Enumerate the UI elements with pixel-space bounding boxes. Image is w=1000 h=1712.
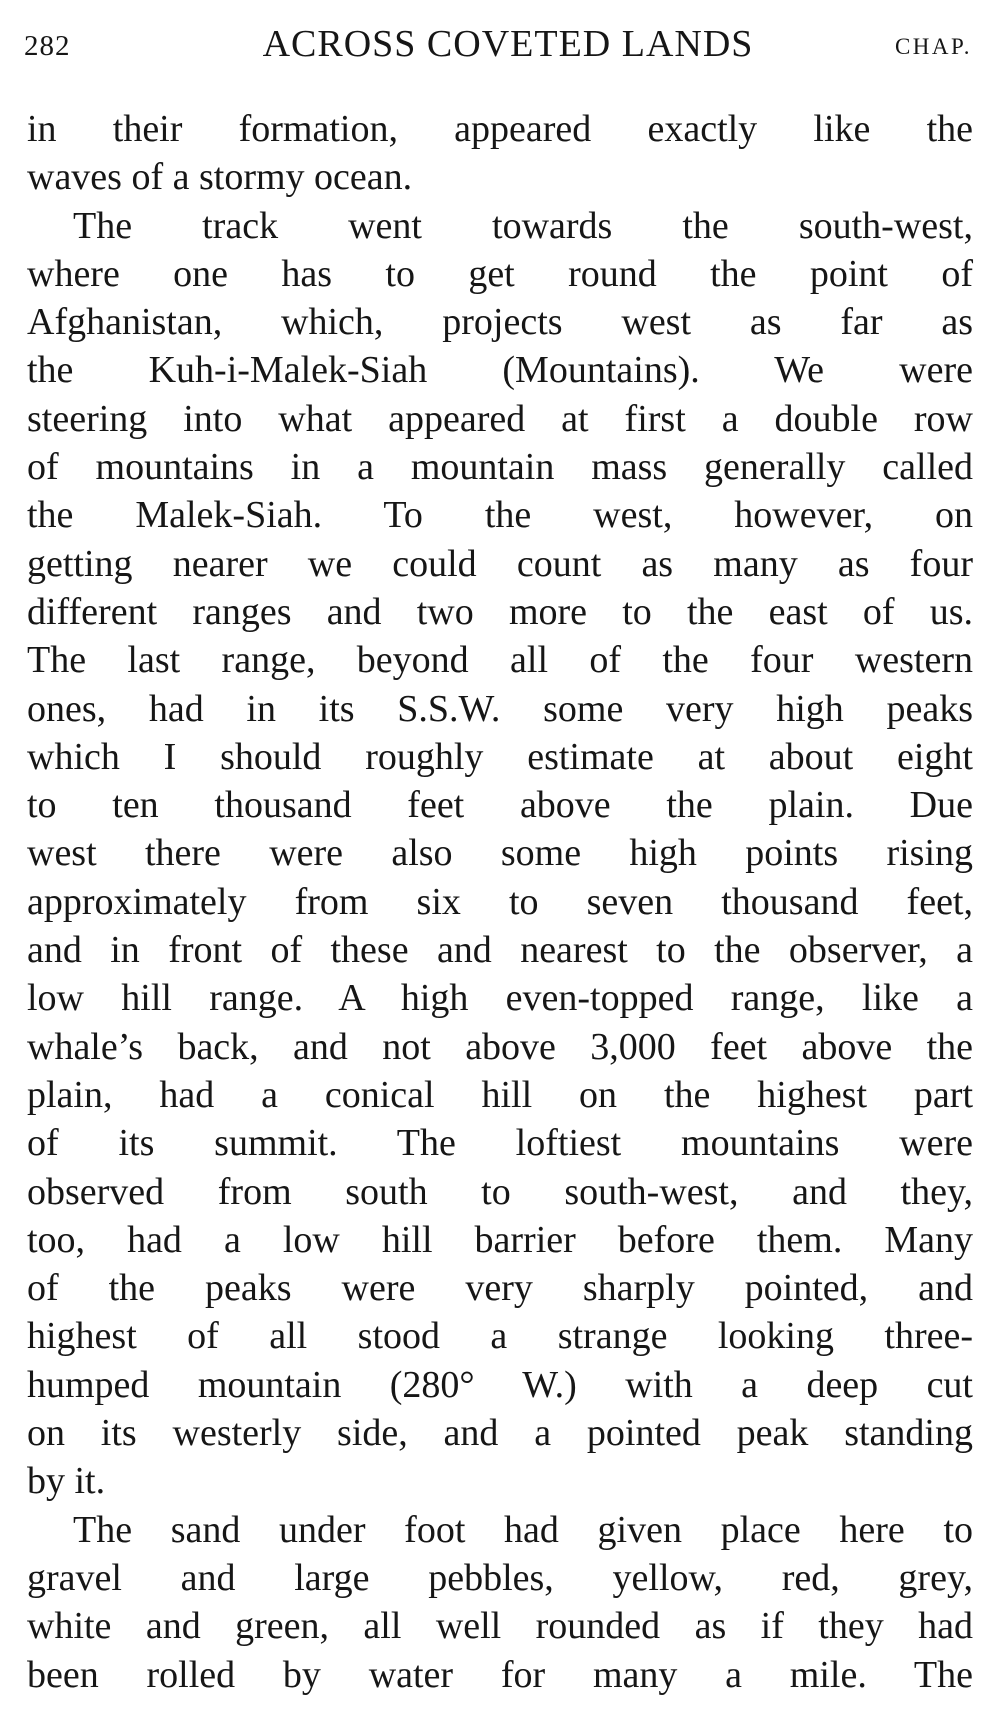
text-line: different ranges and two more to the east of us.	[27, 590, 973, 633]
running-title: ACROSS COVETED LANDS	[262, 23, 754, 65]
page-number: 282	[24, 30, 71, 62]
text-line: and in front of these and nearest to the observer, a	[27, 929, 973, 972]
text-line: of its summit. The loftiest mountains were	[27, 1122, 973, 1165]
text-line: the Malek-Siah. To the west, however, on	[27, 494, 973, 537]
text-line: getting nearer we could count as many as four	[27, 542, 973, 585]
text-line: west there were also some high points rising	[27, 832, 973, 875]
text-line: of the peaks were very sharply pointed, and	[27, 1267, 973, 1310]
text-line: waves of a stormy ocean.	[27, 156, 413, 199]
text-line: been rolled by water for many a mile. The	[27, 1653, 973, 1696]
text-line: observed from south to south-west, and they,	[27, 1170, 973, 1213]
text-line: humped mountain (280° W.) with a deep cut	[27, 1363, 973, 1406]
text-line: steering into what appeared at first a double row	[27, 397, 973, 440]
text-line: The last range, beyond all of the four western	[27, 639, 973, 682]
text-line: of mountains in a mountain mass generally called	[27, 446, 973, 489]
text-line: on its westerly side, and a pointed peak standing	[27, 1412, 973, 1455]
text-line: which I should roughly estimate at about eight	[27, 735, 973, 778]
text-line: where one has to get round the point of	[27, 252, 973, 295]
text-line: The track went towards the south-west,	[73, 204, 973, 247]
text-line: The sand under foot had given place here to	[73, 1508, 973, 1551]
text-line: highest of all stood a strange looking three-	[27, 1315, 973, 1358]
text-line: in their formation, appeared exactly like the	[27, 108, 973, 150]
text-line: ones, had in its S.S.W. some very high peaks	[27, 687, 973, 730]
text-line: approximately from six to seven thousand feet,	[27, 880, 973, 923]
text-line: to ten thousand feet above the plain. Due	[27, 784, 973, 827]
text-line: plain, had a conical hill on the highest part	[27, 1073, 973, 1116]
text-line: gravel and large pebbles, yellow, red, grey,	[27, 1556, 973, 1599]
text-line: too, had a low hill barrier before them. Many	[27, 1218, 973, 1261]
chapter-label: CHAP.	[894, 34, 972, 59]
text-line: the Kuh-i-Malek-Siah (Mountains). We were	[27, 349, 973, 392]
text-line: by it.	[27, 1460, 106, 1503]
text-line: white and green, all well rounded as if they had	[27, 1605, 973, 1648]
running-head	[24, 18, 972, 66]
body-text	[27, 105, 973, 1699]
text-line: low hill range. A high even-topped range, like a	[27, 977, 973, 1020]
text-line: Afghanistan, which, projects west as far as	[27, 301, 973, 344]
text-line: whale’s back, and not above 3,000 feet above the	[27, 1025, 973, 1068]
